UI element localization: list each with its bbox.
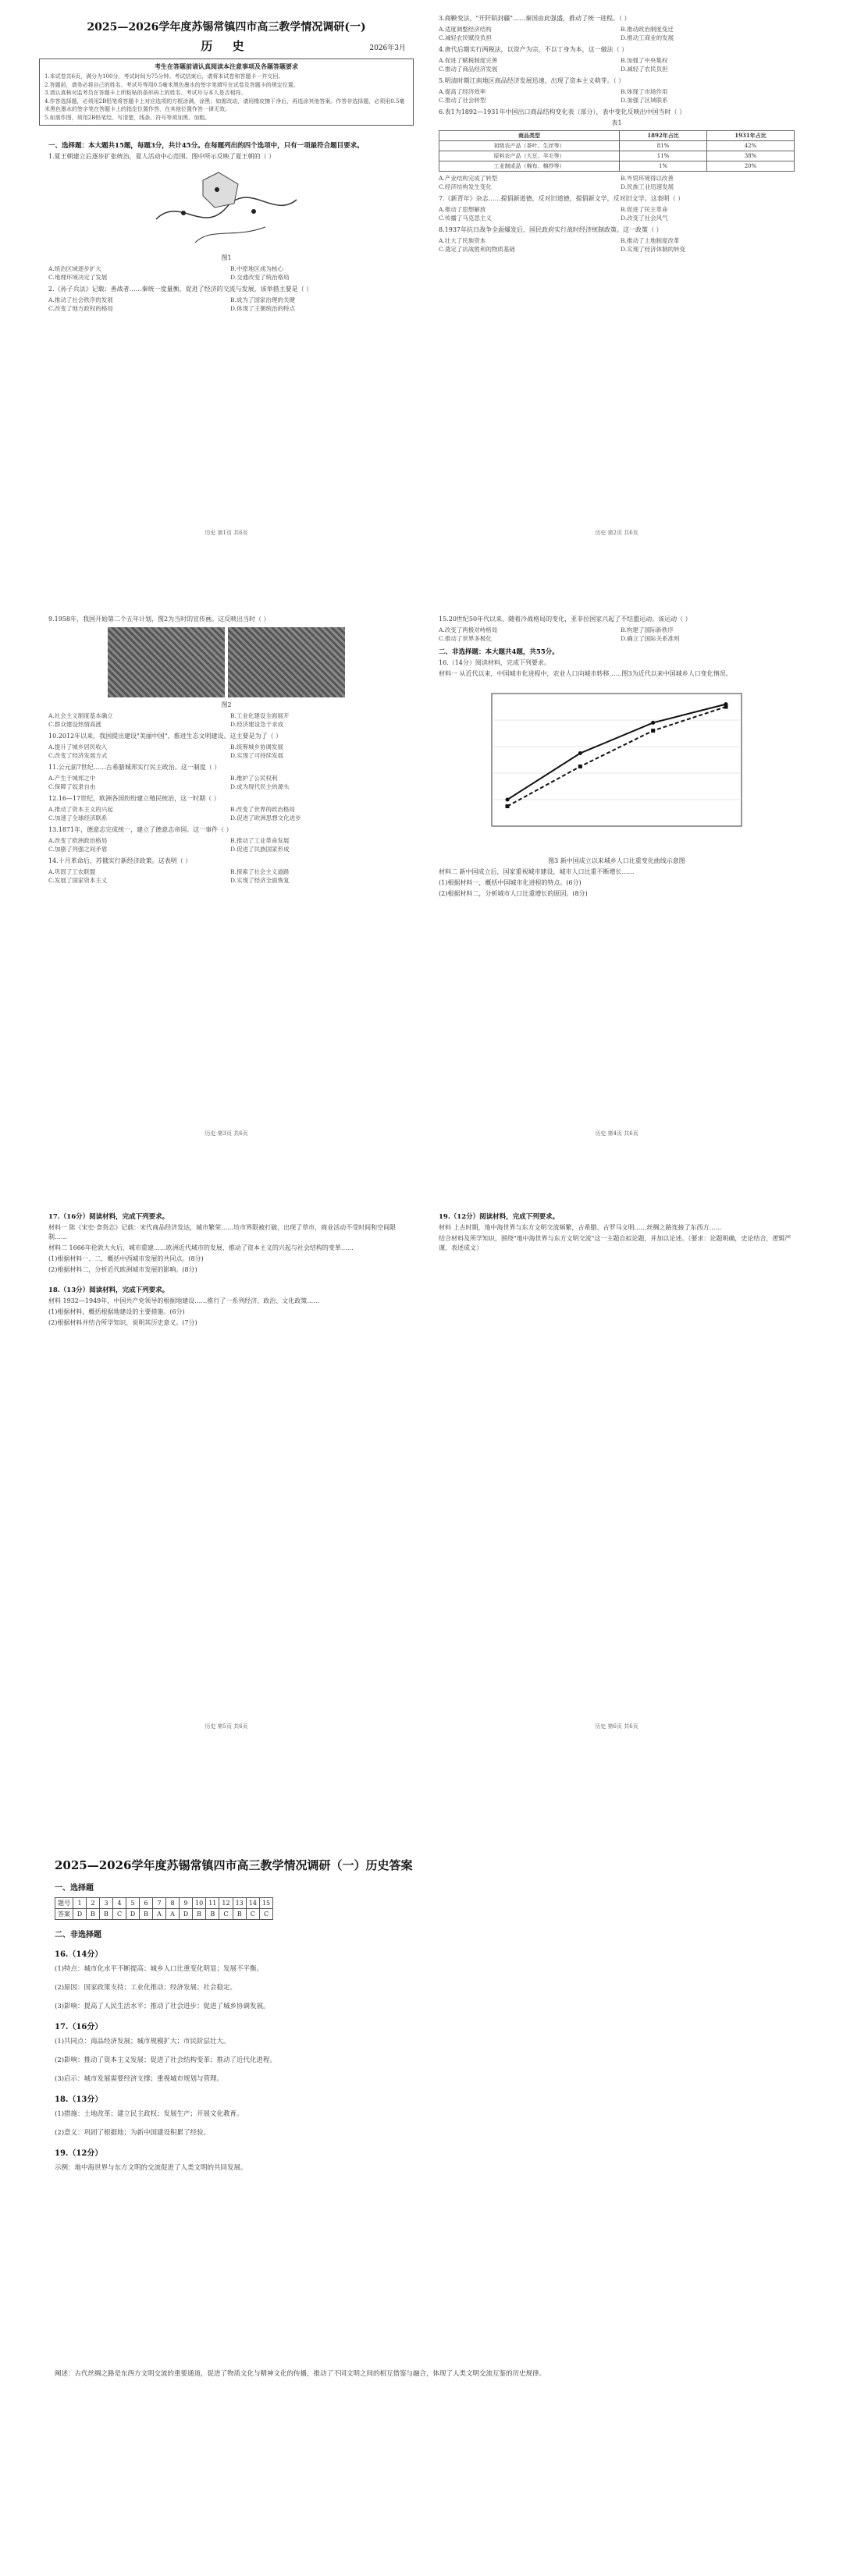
- question-4: 4.唐代后期实行两税法，以资产为宗，不以丁身为本，这一做法（ ）: [439, 46, 628, 53]
- option: B.统筹城乡协调发展: [230, 743, 283, 750]
- material-text: 材料 1932—1949年，中国共产党领导的根据地建设……推行了一系列经济、政治、文化政策……: [48, 1297, 320, 1304]
- notice-line: 2.答题前，请务必将自己的姓名、考试号等用0.5毫米黑色墨水的签字笔填写在试卷及答题卡的规定位置。: [44, 81, 299, 88]
- answer-number-cell: 13: [233, 1898, 246, 1909]
- notice-line: 1.本试卷共6页，满分为100分，考试时间为75分钟。考试结束后，请将本试卷和答题卡一并交回。: [44, 73, 284, 80]
- option: D.促进了民族国家形成: [230, 846, 290, 853]
- option: C.推动了商品经济发展: [439, 66, 498, 73]
- answer-key-cell: B: [233, 1909, 246, 1920]
- option: C.加剧了列强之间矛盾: [48, 846, 108, 853]
- exam-page-4: [422, 609, 812, 1147]
- option: C.改变了经济发展方式: [48, 752, 108, 759]
- options-q8: [439, 236, 795, 254]
- option: C.奠定了抗战胜利的物质基础: [439, 246, 515, 253]
- table-header: 商品类型: [439, 131, 620, 141]
- option: D.实现了经济体制的转变: [621, 246, 686, 253]
- answer-page: [31, 1841, 812, 2567]
- option: A.巩固了工农联盟: [48, 868, 96, 875]
- question-1: 1.夏王朝建立后逐步扩张统治，夏人活动中心范围。图中所示反映了夏王朝的（ ）: [48, 153, 276, 160]
- option: B.外贸环境得以改善: [621, 175, 674, 182]
- answer-key-cell: C: [219, 1909, 233, 1920]
- question-18: 18.（13分）阅读材料，完成下列要求。: [48, 1286, 169, 1294]
- option: D.加强了区域联系: [621, 97, 668, 104]
- requirement: (1)根据材料一，概括中国城市化进程的特点。(6分): [439, 879, 582, 886]
- page-footer: 历史 第4页 共6页: [595, 1130, 638, 1137]
- photo-figure-2: [48, 627, 404, 697]
- map-region: [203, 172, 238, 208]
- map-site: [251, 209, 256, 214]
- answer-key-cell: D: [126, 1909, 140, 1920]
- option: D.确立了国际关系准则: [621, 635, 680, 642]
- table-row: [439, 141, 795, 151]
- requirement: 结合材料及所学知识，围绕"地中海世界与东方文明交流"这一主题自拟论题，并加以论述。（要求：论题明确，史论结合，逻辑严谨，表述成文）: [439, 1235, 791, 1251]
- table-cell: 初级农产品（茶叶、生丝等）: [439, 141, 620, 151]
- option: C.推动了世界多极化: [439, 635, 492, 642]
- data-point: [506, 798, 510, 802]
- chart-caption: 图3 新中国成立以来城乡人口比重变化曲线示意图: [548, 857, 685, 864]
- answer-key-cell: D: [73, 1909, 87, 1920]
- answer-number-cell: 14: [246, 1898, 259, 1909]
- option: B.工业化建设全面展开: [230, 712, 290, 719]
- notice-line: 5.如需作图，须用2B铅笔绘、写清楚，线条、符号等须加黑、加粗。: [44, 114, 211, 121]
- option: C.推动了社会转型: [439, 97, 486, 104]
- answer-number-cell: 5: [126, 1898, 140, 1909]
- answer-key-row: [55, 1909, 273, 1920]
- map-site: [215, 187, 219, 192]
- answer-text: (2)影响：推动了资本主义发展；促进了社会结构变革；推动了近代化进程。: [55, 2056, 277, 2064]
- question-2: 2.《孙子兵法》记载：善战者……秦统一度量衡，促进了经济的交流与发展，该举措主要是（ ）: [48, 286, 313, 293]
- answer-title: 2025—2026学年度苏锡常镇四市高三教学情况调研（一）历史答案: [55, 1858, 413, 1872]
- option: D.推动工商业的发展: [621, 34, 674, 41]
- option: B.中原地区成为核心: [230, 265, 283, 272]
- table-cell: 42%: [707, 141, 795, 151]
- photo-left: [108, 627, 225, 697]
- question-13: 13.1871年，德意志完成统一，建立了德意志帝国。这一事件（ ）: [48, 826, 233, 833]
- table-cell: 81%: [620, 141, 707, 151]
- answer-number-cell: 9: [180, 1898, 193, 1909]
- exam-subject: 历 史: [201, 39, 252, 53]
- options-q14: [48, 868, 404, 885]
- option: A.提升了城乡居民收入: [48, 743, 108, 750]
- option: C.发展了国家资本主义: [48, 877, 108, 884]
- answer-key-cell: B: [193, 1909, 206, 1920]
- options-q7: [439, 205, 795, 222]
- exam-page-1: [31, 8, 422, 546]
- section-heading: 一、选择题：本大题共15题，每题3分，共计45分。在每题列出的四个选项中，只有一项最符合题目要求。: [48, 142, 364, 150]
- option: D.实现了可持续发展: [230, 752, 284, 759]
- question-14: 14.十月革命后，苏俄实行新经济政策。这表明（ ）: [48, 857, 192, 864]
- table-cell: 20%: [707, 161, 795, 172]
- material-text: 材料二 1666年伦敦大火后，城市重建……欧洲近代城市的发展，推动了资本主义的兴起与社会结构的变革……: [48, 1244, 354, 1251]
- answer-number-cell: 11: [206, 1898, 219, 1909]
- plot-frame: [492, 694, 742, 826]
- answer-text: 阐述：古代丝绸之路是东西方文明交流的重要通道，促进了物质文化与精神文化的传播，推动了不同文明之间的相互借鉴与融合，体现了人类文明交流互鉴的历史规律。: [55, 2370, 546, 2378]
- requirement: (2)根据材料并结合所学知识，说明其历史意义。(7分): [48, 1319, 197, 1326]
- page-footer: 历史 第1页 共6页: [205, 530, 248, 536]
- answer-key-cell: B: [87, 1909, 100, 1920]
- option: B.推动了工业革命发展: [230, 837, 290, 844]
- question-8: 8.1937年抗日战争全面爆发后，国民政府实行战时经济统制政策。这一政策（ ）: [439, 226, 663, 233]
- answer-key-cell: C: [113, 1909, 126, 1920]
- table-cell: 1%: [620, 161, 707, 172]
- material-text: 材料一 从近代以来，中国城市化进程中，农业人口向城市转移……图3为近代以来中国城乡人口变化情况。: [439, 670, 732, 677]
- table-row: [439, 151, 795, 161]
- answer-number-cell: 8: [166, 1898, 180, 1909]
- answer-text: 示例：地中海世界与东方文明的交流促进了人类文明的共同发展。: [55, 2164, 247, 2172]
- answer-text: (3)启示：城市发展需要经济支撑；重视城市规划与管理。: [55, 2075, 224, 2083]
- answer-number-cell: 4: [113, 1898, 126, 1909]
- question-15: 15.20世纪50年代以来，随着冷战格局的变化，亚非拉国家兴起了不结盟运动。该运动（ ）: [439, 616, 692, 623]
- option: B.推动政治制度变迁: [621, 26, 674, 33]
- question-9: 9.1958年，我国开始第二个五年计划，图2为当时的宣传画。这反映出当时（ ）: [48, 616, 270, 623]
- option: D.减轻了农民负担: [621, 66, 668, 73]
- option: C.传播了马克思主义: [439, 215, 492, 222]
- notice-box: [39, 59, 414, 126]
- table-row: [439, 161, 795, 172]
- answer-number-cell: 2: [87, 1898, 100, 1909]
- options-q15: [439, 626, 795, 643]
- options-q3: [439, 25, 795, 42]
- data-point: [724, 705, 728, 709]
- option: B.维护了公民权利: [230, 775, 278, 782]
- options-q1: [48, 264, 404, 282]
- table-cell: 11%: [620, 151, 707, 161]
- series-line: [507, 704, 726, 800]
- option: C.地理环境决定了发展: [48, 274, 108, 281]
- option: D.交通改变了统治格局: [230, 274, 290, 281]
- table-caption: 表1: [611, 119, 622, 126]
- option: A.社会主义制度基本确立: [48, 712, 113, 719]
- option: D.促进了欧洲思想文化进步: [230, 814, 301, 821]
- option: C.改变了地方政权的格局: [48, 305, 113, 312]
- material-text: 材料 上古时期，地中海世界与东方文明交流频繁，古希腊、古罗马文明……丝绸之路连接了东西方……: [439, 1224, 722, 1231]
- option: C.减轻农民赋役负担: [439, 34, 492, 41]
- answer-q19: 19.（12分）: [55, 2149, 103, 2158]
- question-12: 12.16—17世纪，欧洲各国纷纷建立殖民统治，这一时期（ ）: [48, 795, 220, 802]
- page-footer: 历史 第6页 共6页: [595, 1723, 638, 1730]
- option: B.体现了市场作用: [621, 88, 668, 95]
- answer-text: (1)共同点：商品经济发展；城市规模扩大；市民阶层壮大。: [55, 2038, 230, 2046]
- map-caption: 图1: [221, 254, 232, 261]
- exam-title: 2025—2026学年度苏锡常镇四市高三教学情况调研(一): [87, 21, 366, 34]
- data-point: [651, 729, 655, 733]
- answer-text: (2)原因：国家政策支持；工业化推动；经济发展；社会稳定。: [55, 1984, 237, 1992]
- answer-key-cell: C: [246, 1909, 259, 1920]
- option: B.推动了土地制度改革: [621, 237, 680, 244]
- answer-key-cell: A: [166, 1909, 180, 1920]
- exam-page-5: [31, 1201, 422, 1740]
- page-footer: 历史 第5页 共6页: [205, 1723, 248, 1730]
- question-19: 19.（12分）阅读材料，完成下列要求。: [439, 1213, 560, 1221]
- option: B.促进了民主革命: [621, 206, 668, 213]
- series-line: [507, 707, 726, 807]
- exam-page-6: [422, 1201, 812, 1740]
- options-q13: [48, 836, 404, 853]
- exam-page-3: [31, 609, 422, 1147]
- option: A.改变了两极对峙格局: [439, 626, 498, 633]
- answer-q16: 16.（14分）: [55, 1950, 103, 1959]
- option: A.提高了经济效率: [439, 88, 486, 95]
- requirement: (2)根据材料二，分析近代欧洲城市发展的影响。(8分): [48, 1266, 197, 1273]
- answer-q18: 18.（13分）: [55, 2095, 103, 2104]
- answer-number-cell: 7: [153, 1898, 166, 1909]
- option: B.探索了社会主义道路: [230, 868, 290, 875]
- answer-key-table: [55, 1897, 273, 1920]
- requirement: (1)根据材料，概括根据地建设的主要措施。(6分): [48, 1308, 185, 1315]
- option: B.加强了中央集权: [621, 57, 668, 64]
- option: C.保障了奴隶自由: [48, 783, 96, 790]
- data-point: [578, 765, 582, 768]
- answer-key-cell: A: [153, 1909, 166, 1920]
- options-q6: [439, 174, 795, 191]
- answer-text: (1)特点：城市化水平不断提高；城乡人口比重变化明显；发展不平衡。: [55, 1965, 264, 1973]
- answer-number-cell: 3: [100, 1898, 113, 1909]
- photo-caption: 图2: [221, 701, 232, 708]
- requirement: (2)根据材料二，分析城市人口比重增长的原因。(8分): [439, 890, 588, 897]
- row-label: 题号: [55, 1898, 73, 1909]
- option: A.适度调整经济结构: [439, 26, 492, 33]
- table-header: 1892年占比: [620, 131, 707, 141]
- data-point: [578, 751, 582, 755]
- table-header-row: [439, 131, 795, 141]
- option: A.推动了思想解放: [439, 206, 486, 213]
- option: A.改变了欧洲政治格局: [48, 837, 108, 844]
- option: B.构建了国际新秩序: [621, 626, 674, 633]
- option: D.成为现代民主的源头: [230, 783, 290, 790]
- option: B.改变了世界的政治格局: [230, 806, 295, 813]
- question-11: 11.公元前7世纪……古希腊城邦实行民主政治。这一制度（ ）: [48, 764, 221, 771]
- question-16: 16.（14分）阅读材料，完成下列要求。: [439, 659, 550, 666]
- section-heading: 二、非选择题：本大题共4题，共55分。: [439, 648, 559, 656]
- page-footer: 历史 第3页 共6页: [205, 1130, 248, 1137]
- answer-q17: 17.（16分）: [55, 2023, 103, 2031]
- answer-section-1: 一、选择题: [55, 1884, 94, 1893]
- options-q10: [48, 743, 404, 760]
- chart-axes: [492, 694, 742, 826]
- notice-title: 考生在答题前请认真阅读本注意事项及各题答题要求: [155, 62, 298, 70]
- question-10: 10.2012年以来，我国提出建设"美丽中国"，推进生态文明建设。这主要是为了（ ）: [48, 733, 282, 740]
- material-text: 材料一 陈《宋史·食货志》记载：宋代商品经济发达，城市繁荣……坊市界限被打破，出现了草市，商业活动不受时间和空间限制……: [48, 1224, 397, 1240]
- question-17: 17.（16分）阅读材料，完成下列要求。: [48, 1213, 169, 1221]
- photo-right: [228, 627, 345, 697]
- option: D.改变了社会风气: [621, 215, 668, 222]
- option: A.推动了社会秩序的发展: [48, 296, 113, 303]
- map-figure-1: [148, 165, 304, 250]
- answer-key-cell: C: [259, 1909, 272, 1920]
- answer-key-cell: B: [100, 1909, 113, 1920]
- option: C.群众建设热情高涨: [48, 721, 101, 728]
- chart-series: [506, 702, 728, 808]
- answer-number-cell: 10: [193, 1898, 206, 1909]
- option: D.实现了经济全面恢复: [230, 877, 290, 884]
- options-q12: [48, 805, 404, 822]
- option: A.统治区域逐步扩大: [48, 265, 101, 272]
- material-text: 材料二 新中国成立后，国家重视城市建设，城市人口比重不断增长……: [439, 868, 635, 875]
- question-5: 5.明清时期江南地区商品经济发展迅速，出现了资本主义萌芽。（ ）: [439, 77, 625, 84]
- answer-number-cell: 12: [219, 1898, 233, 1909]
- answer-text: (3)影响：提高了人民生活水平；推动了社会进步；促进了城乡协调发展。: [55, 2003, 270, 2010]
- question-6: 6.表1为1892—1931年中国出口商品结构变化表（部分），表中变化反映出中国当时（ ）: [439, 108, 685, 115]
- option: B.成为了国家治理的关键: [230, 296, 295, 303]
- data-table: [439, 130, 795, 172]
- line-chart: [453, 682, 781, 853]
- page-footer: 历史 第2页 共6页: [595, 530, 638, 536]
- map-site: [181, 211, 186, 215]
- option: D.体现了王朝统治的特点: [230, 305, 296, 312]
- answer-section-2: 二、非选择题: [55, 1931, 101, 1939]
- exam-page-2: [422, 8, 812, 546]
- table-header: 1931年占比: [707, 131, 795, 141]
- option: A.产生于城邦之中: [48, 775, 96, 782]
- notice-line: 4.作答选择题，必须用2B铅笔将答题卡上对应选项的方框涂满、涂黑；如需改动，请用橡皮擦干净后，再选涂其他答案。作答非选择题，必须用0.5毫米黑色墨水的签字笔在答题卡上的指定位置作答，在其他位置作答一律无效。: [44, 98, 405, 112]
- table-cell: 38%: [707, 151, 795, 161]
- answer-number-cell: 6: [140, 1898, 153, 1909]
- table-cell: 原料农产品（大豆、羊毛等）: [439, 151, 620, 161]
- option: A.壮大了民族资本: [439, 237, 486, 244]
- options-q9: [48, 711, 404, 729]
- option: A.产业结构完成了转型: [439, 175, 498, 182]
- answer-number-cell: 15: [259, 1898, 272, 1909]
- notice-line: 3.请认真核对监考员在答题卡上所粘贴的条形码上的姓名、考试号与本人是否相符。: [44, 90, 247, 96]
- option: A.推动了资本主义的兴起: [48, 806, 113, 813]
- table-cell: 工业制成品（棉布、棉纱等）: [439, 161, 620, 172]
- answer-key-cell: B: [206, 1909, 219, 1920]
- map-river: [195, 227, 265, 243]
- options-q2: [48, 296, 404, 313]
- exam-date: 2026年3月: [369, 44, 406, 52]
- answer-key-cell: D: [180, 1909, 193, 1920]
- options-q4: [439, 56, 795, 73]
- options-q5: [439, 87, 795, 105]
- answer-key-cell: B: [140, 1909, 153, 1920]
- answer-text: (2)意义：巩固了根据地；为新中国建设积累了经验。: [55, 2129, 211, 2137]
- option: C.加速了全球经济联系: [48, 814, 108, 821]
- options-q11: [48, 774, 404, 791]
- option: C.经济结构发生变化: [439, 183, 492, 190]
- option: D.民族工业迅速发展: [621, 183, 674, 190]
- answer-text: (1)措施：土地改革；建立民主政权；发展生产；开展文化教育。: [55, 2110, 244, 2118]
- question-7: 7.《新青年》杂志……提倡新道德，反对旧道德，提倡新文学，反对旧文学。这表明（ ）: [439, 195, 685, 202]
- requirement: (1)根据材料一、二，概括中西城市发展的共同点。(8分): [48, 1255, 204, 1262]
- answer-number-row: [55, 1898, 273, 1909]
- option: D.经济建设急于求成: [230, 721, 284, 728]
- option: A.促进了赋税制度完善: [439, 57, 498, 64]
- row-label: 答案: [55, 1909, 73, 1920]
- data-point: [651, 721, 655, 725]
- answer-number-cell: 1: [73, 1898, 87, 1909]
- data-point: [506, 804, 510, 808]
- question-3: 3.商鞅变法，"开阡陌封疆"……秦国由此强盛，推动了统一进程。（ ）: [439, 15, 631, 22]
